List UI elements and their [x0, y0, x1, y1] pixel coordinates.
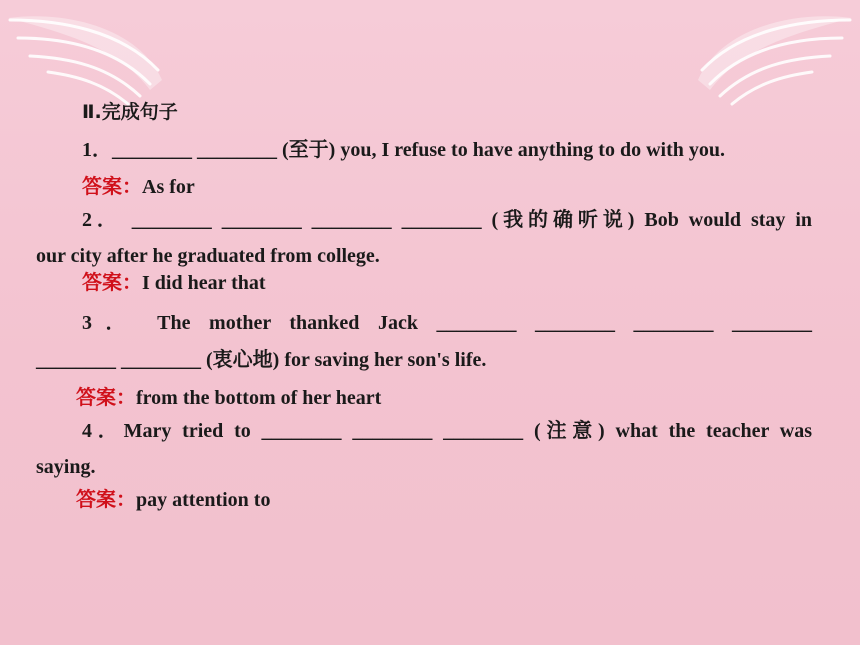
answer-text: pay attention to	[136, 489, 271, 511]
answer-text: As for	[142, 176, 195, 198]
answer-label: 答案：	[82, 272, 142, 294]
right-wing-decoration-icon	[690, 0, 860, 110]
item-4-sentence-line2: saying.	[36, 456, 96, 478]
item-4-answer	[76, 488, 270, 512]
item-2-sentence-line2: our city after he graduated from college.	[36, 245, 380, 267]
answer-text: I did hear that	[142, 272, 266, 294]
item-2-sentence-line1: 2． ________ ________ ________ ________ (我的确听说) Bob would stay in	[82, 209, 812, 231]
item-3-answer	[76, 386, 381, 410]
item-2-answer	[82, 271, 266, 295]
answer-label: 答案：	[76, 387, 136, 409]
item-3-sentence-line1: 3． The mother thanked Jack ________ ________ ________ ________	[82, 312, 812, 334]
item-1-answer	[82, 175, 195, 199]
section-title: Ⅱ.完成句子	[82, 101, 178, 123]
item-3-sentence-line2: ________ ________ (衷心地) for saving her son's life.	[36, 349, 487, 371]
answer-label: 答案：	[82, 176, 142, 198]
item-4-sentence-line1: 4．Mary tried to ________ ________ ________ (注意) what the teacher was	[82, 420, 812, 442]
item-1-sentence: 1．________ ________ (至于) you, I refuse to have anything to do with you.	[82, 139, 725, 161]
answer-label: 答案：	[76, 489, 136, 511]
answer-text: from the bottom of her heart	[136, 387, 382, 409]
left-wing-decoration-icon	[0, 0, 170, 110]
